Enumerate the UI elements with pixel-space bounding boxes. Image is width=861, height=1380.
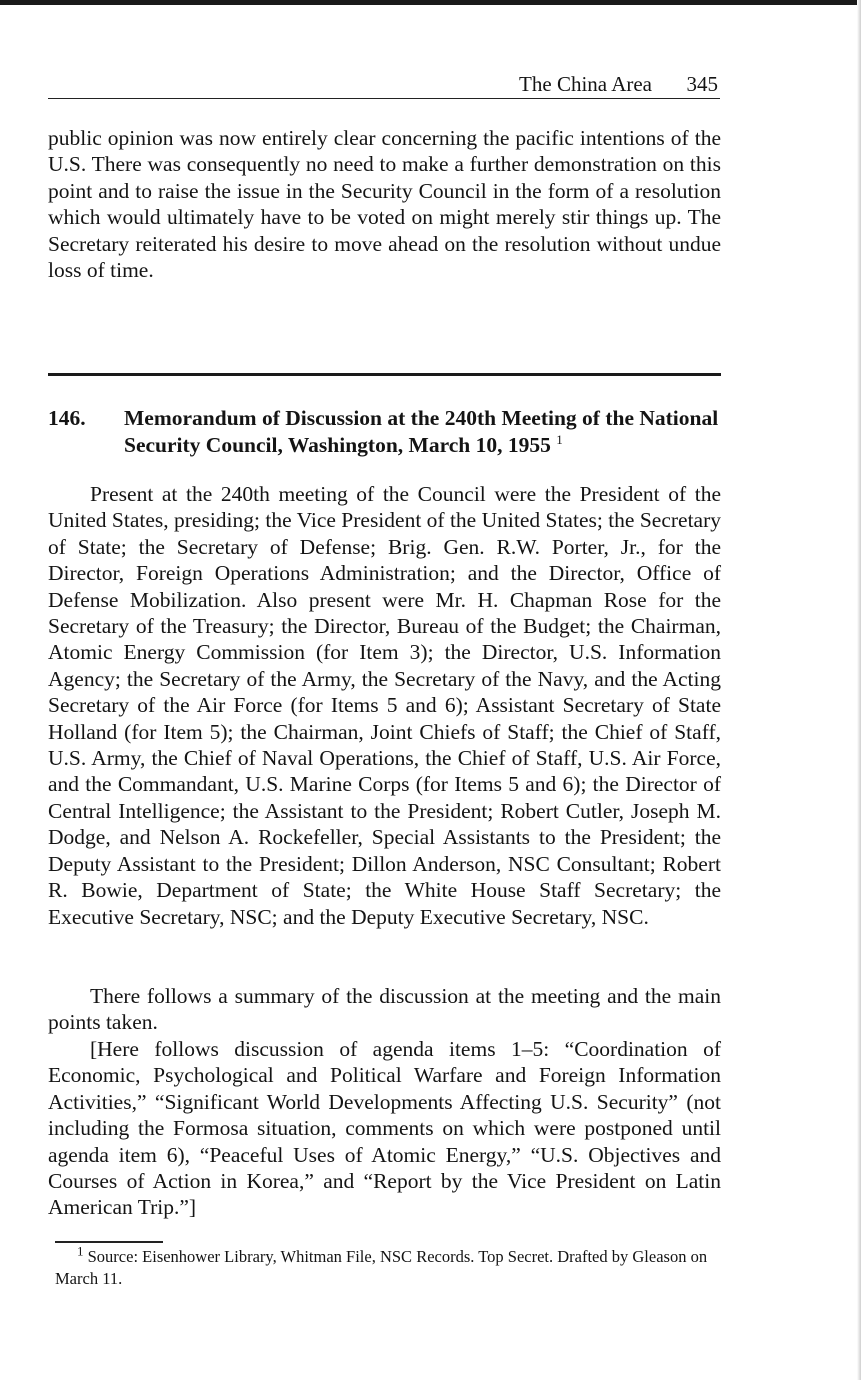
footnote	[55, 1243, 727, 1290]
footnote-rule	[55, 1241, 163, 1243]
footnote-marker: 1	[77, 1243, 84, 1259]
page-right-edge	[857, 0, 861, 1380]
footnote-text: Source: Eisenhower Library, Whitman File, NSC Records. Top Secret. Drafted by Gleason on March 11.	[55, 1247, 708, 1288]
document-title-block	[124, 405, 728, 459]
editorial-note-paragraph: [Here follows discussion of agenda items 1–5: “Coordination of Economic, Psychological and Political Warfare and Foreign Information Activities,” “Significant World Developments Affecting U.S. Security” (not including the Formosa situation, comments on which were postponed until agenda item 6), “Peaceful Uses of Atomic Energy,” “U.S. Objectives and Courses of Action in Korea,” and “Report by the Vice President on Latin American Trip.”]	[48, 1037, 721, 1220]
continued-paragraph: public opinion was now entirely clear concerning the pacific intentions of the U.S. There was consequently no need to make a further demonstration on this point and to raise the issue in the Security Council in the form of a resolution which would ultimately have to be voted on might merely stir things up. The Secretary reiterated his desire to move ahead on the resolution without undue loss of time.	[48, 126, 721, 283]
section-divider	[48, 373, 721, 376]
running-head-title: The China Area	[519, 72, 652, 96]
summary-intro-paragraph: There follows a summary of the discussion at the meeting and the main points taken.	[48, 984, 721, 1035]
attendees-paragraph: Present at the 240th meeting of the Council were the President of the United States, presiding; the Vice President of the United States; the Secretary of State; the Secretary of Defense; Brig. Gen. R.W. Porter, Jr., for the Director, Foreign Operations Administration; and the Director, Office of Defense Mobilization. Also present were Mr. H. Chapman Rose for the Secretary of the Treasury; the Director, Bureau of the Budget; the Chairman, Atomic Energy Commission (for Item 3); the Director, U.S. Information Agency; the Secretary of the Army, the Secretary of the Navy, and the Acting Secretary of the Air Force (for Items 5 and 6); Assistant Secretary of State Holland (for Item 5); the Chairman, Joint Chiefs of Staff; the Chief of Staff, U.S. Army, the Chief of Naval Operations, the Chief of Staff, U.S. Air Force, and the Commandant, U.S. Marine Corps (for Items 5 and 6); the Director of Central Intelligence; the Assistant to the President; Robert Cutler, Joseph M. Dodge, and Nelson A. Rockefeller, Special Assistants to the President; the Deputy Assistant to the President; Dillon Anderson, NSC Consultant; Robert R. Bowie, Department of State; the White House Staff Secretary; the Executive Secretary, NSC; and the Deputy Executive Secretary, NSC.	[48, 482, 722, 929]
footnote-reference[interactable]: 1	[556, 431, 563, 447]
page-number: 345	[686, 72, 718, 96]
running-head	[48, 70, 720, 99]
page-top-edge	[0, 0, 861, 5]
document-title: Memorandum of Discussion at the 240th Meeting of the National Security Council, Washington, March 10, 1955	[124, 406, 719, 457]
document-number: 146.	[48, 406, 86, 430]
